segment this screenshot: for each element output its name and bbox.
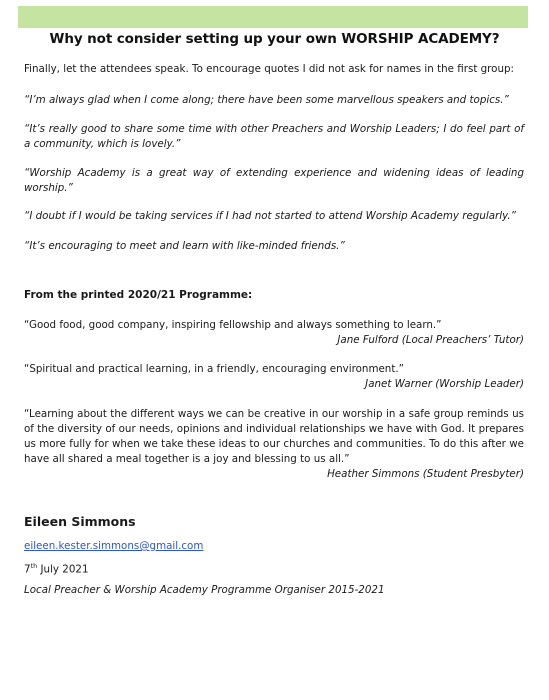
intro-paragraph: Finally, let the attendees speak. To encourage quotes I did not ask for names in the first group: <box>24 63 515 75</box>
programme-quote-2 <box>24 362 524 392</box>
date-rest: July 2021 <box>37 563 89 576</box>
programme-quote-1 <box>24 318 524 348</box>
attendee-quote-5: “It’s encouraging to meet and learn with like-minded friends.” <box>24 240 345 252</box>
header-bar <box>18 6 528 28</box>
attendee-quote-3: “Worship Academy is a great way of extending experience and widening ideas of leading worship.” <box>24 167 524 194</box>
signature-role: Local Preacher & Worship Academy Programme Organiser 2015-2021 <box>24 584 385 596</box>
attendee-quote-1: “I’m always glad when I come along; there have been some marvellous speakers and topics.” <box>24 94 509 106</box>
programme-heading: From the printed 2020/21 Programme: <box>24 289 253 301</box>
date-suffix: th <box>30 562 38 570</box>
signature-name: Eileen Simmons <box>24 514 136 529</box>
programme-quote-text: “Spiritual and practical learning, in a friendly, encouraging environment.” <box>24 363 404 375</box>
page-title: Why not consider setting up your own WORSHIP ACADEMY? <box>49 31 500 47</box>
programme-quote-3 <box>24 407 524 482</box>
attendee-quote-2: “It’s really good to share some time with other Preachers and Worship Leaders; I do feel part of a community, which is lovely.” <box>24 123 524 150</box>
signature-date <box>24 562 89 575</box>
email-link[interactable]: eileen.kester.simmons@gmail.com <box>24 540 204 552</box>
attendee-quote-4: “I doubt if I would be taking services if I had not started to attend Worship Academy regularly.” <box>24 210 517 222</box>
programme-quote-attribution: Janet Warner (Worship Leader) <box>365 378 524 390</box>
programme-quote-text: “Good food, good company, inspiring fellowship and always something to learn.” <box>24 319 442 331</box>
date-day: 7 <box>24 563 31 576</box>
programme-quote-attribution: Jane Fulford (Local Preachers’ Tutor) <box>337 334 524 346</box>
programme-quote-text: “Learning about the different ways we can be creative in our worship in a safe group reminds us of the diversity of our needs, opinions and individual relationships we have with God. It prepares us more fully for when we take these ideas to our churches and communities. To do this after we have all shared a meal together is a joy and blessing to us all.” <box>24 408 524 465</box>
programme-quote-attribution: Heather Simmons (Student Presbyter) <box>327 468 524 480</box>
